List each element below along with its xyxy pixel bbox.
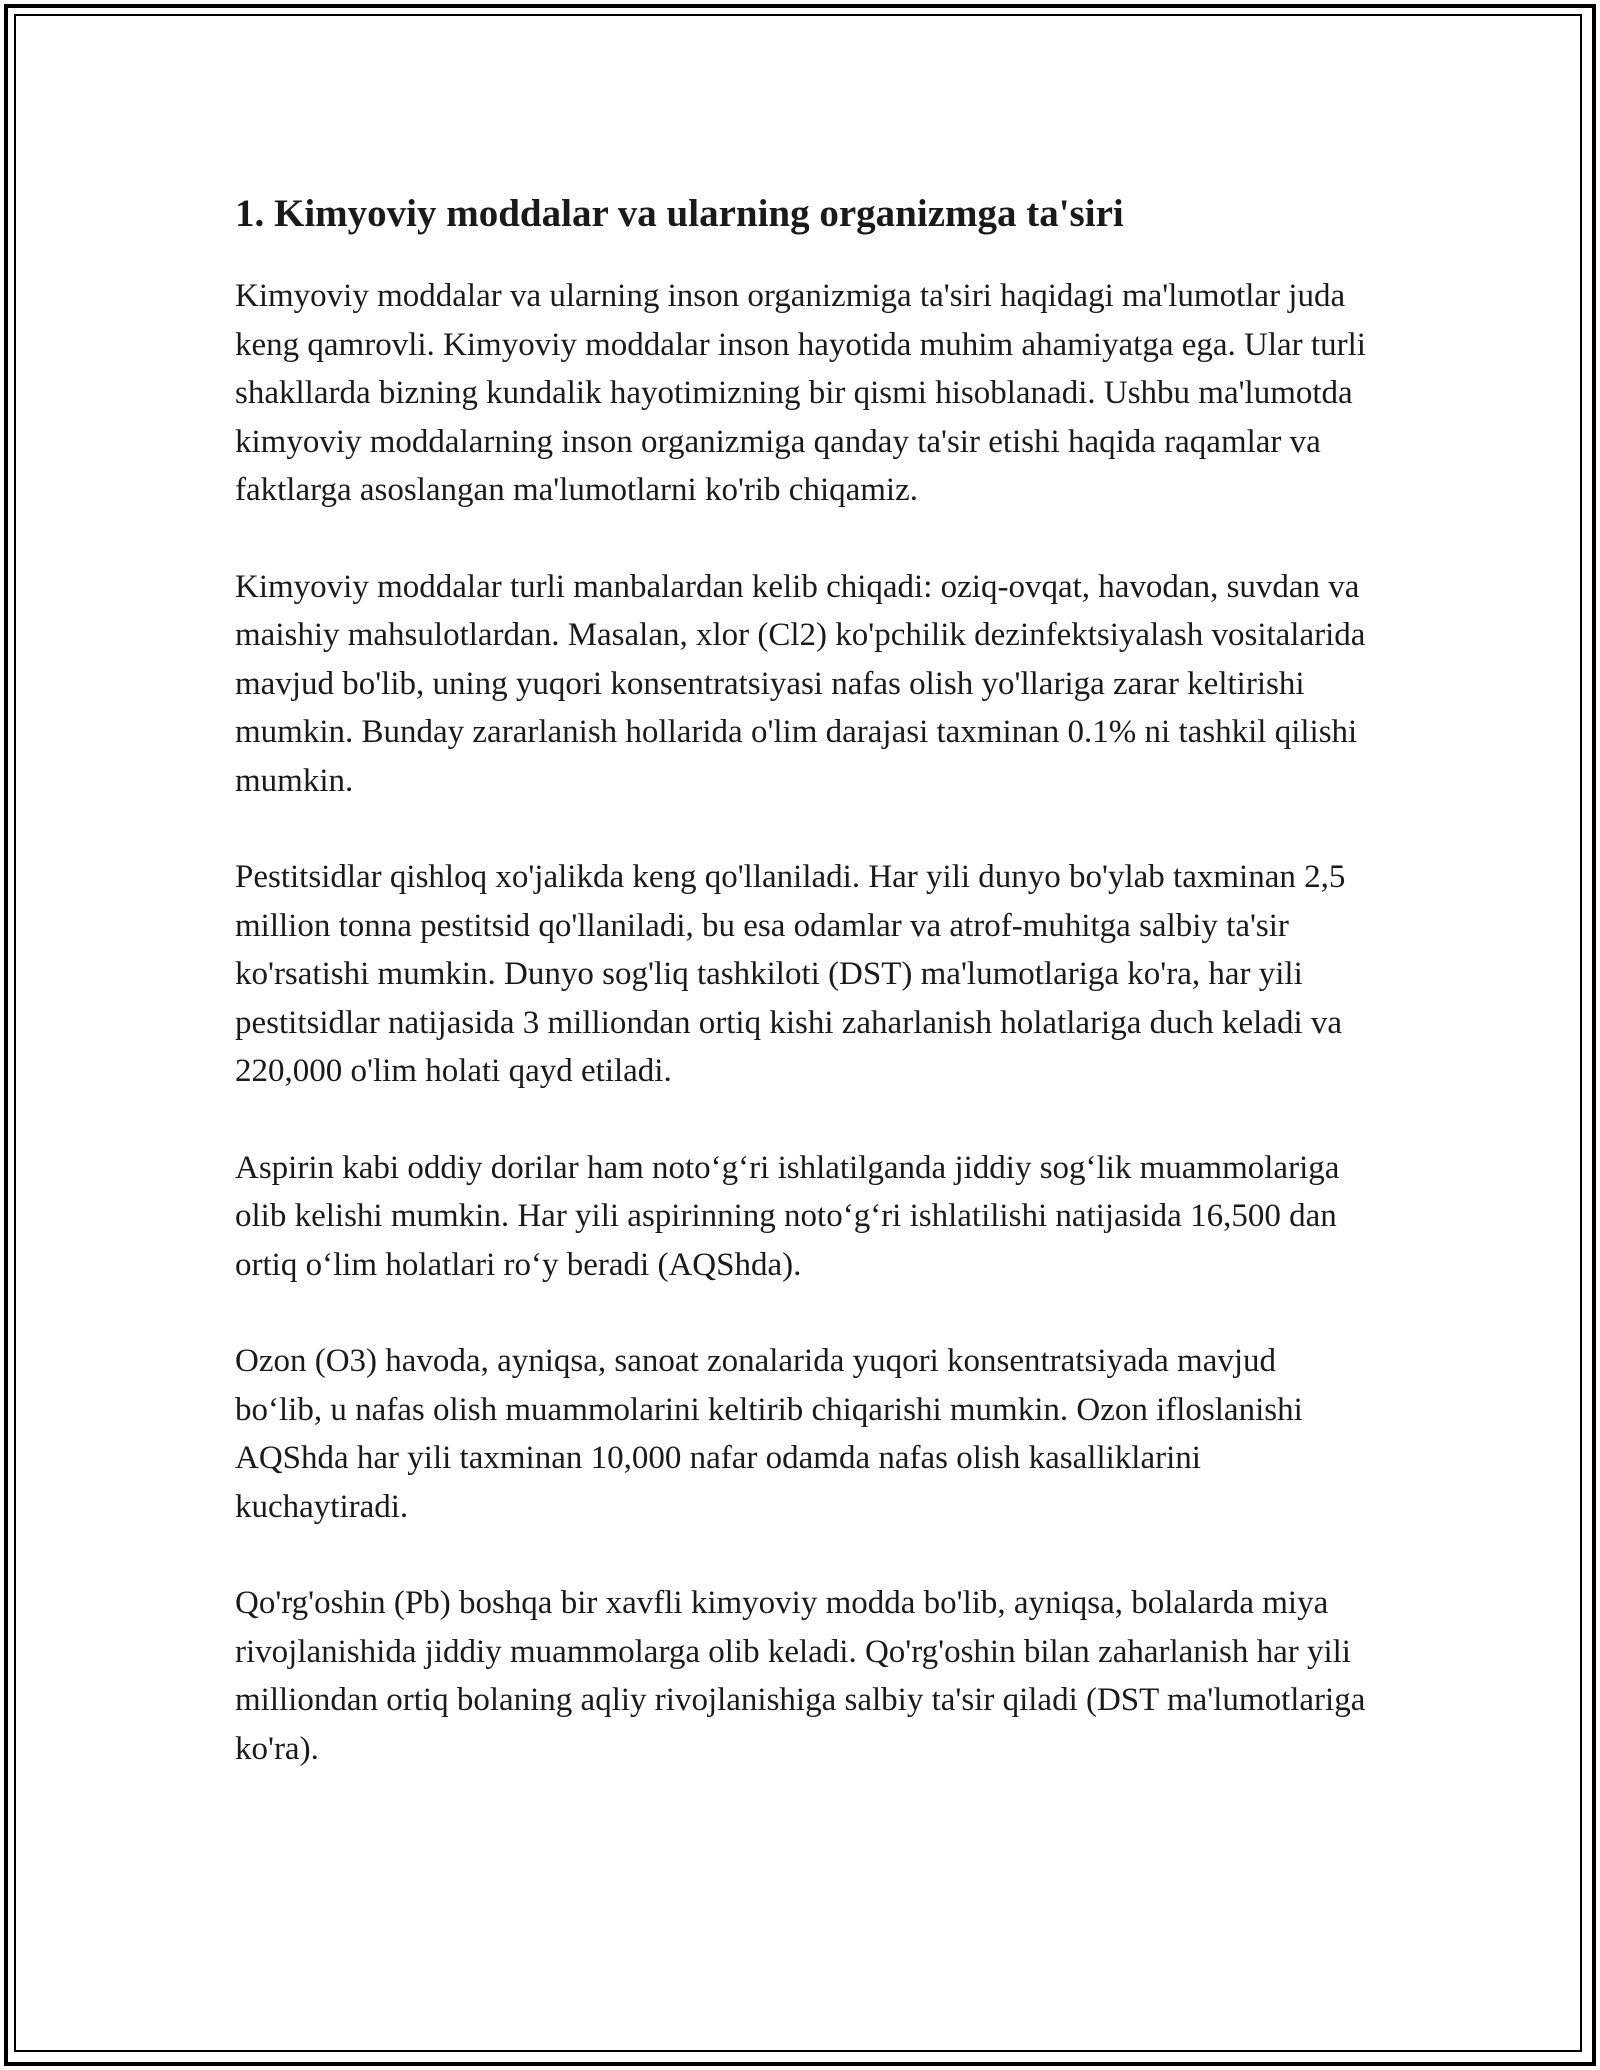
paragraph-lead: Qo'rg'oshin (Pb) boshqa bir xavfli kimyoviy modda bo'lib, ayniqsa, bolalarda miya rivojlanishida jiddiy muammolarga olib keladi. Qo'rg'oshin bilan zaharlanish har yili milliondan ortiq bolaning aqliy rivojlanishiga salbiy ta'sir qiladi (DST ma'lumotlariga ko'ra). [235,1585,1366,1767]
paragraph-ozone: Ozon (O3) havoda, ayniqsa, sanoat zonalarida yuqori konsentratsiyada mavjud bo‘lib, u nafas olish muammolarini keltirib chiqarishi mumkin. Ozon ifloslanishi AQShda har yili taxminan 10,000 nafar odamda nafas olish kasalliklarini kuchaytiradi. [235,1343,1303,1525]
paragraph-intro: Kimyoviy moddalar va ularning inson organizmiga ta'siri haqidagi ma'lumotlar juda keng qamrovli. Kimyoviy moddalar inson hayotida muhim ahamiyatga ega. Ular turli shakllarda bizning kundalik hayotimizning bir qismi hisoblanadi. Ushbu ma'lumotda kimyoviy moddalarning inson organizmiga qanday ta'sir etishi haqida raqamlar va faktlarga asoslangan ma'lumotlarni ko'rib chiqamiz. [235,278,1366,508]
section-title: 1. Kimyoviy moddalar va ularning organizmga ta'siri [235,192,1124,235]
paragraph-chlorine: Kimyoviy moddalar turli manbalardan kelib chiqadi: oziq-ovqat, havodan, suvdan va maishiy mahsulotlardan. Masalan, xlor (Cl2) ko'pchilik dezinfektsiyalash vositalarida mavjud bo'lib, uning yuqori konsentratsiyasi nafas olish yo'llariga zarar keltirishi mumkin. Bunday zararlanish hollarida o'lim darajasi taxminan 0.1% ni tashkil qilishi mumkin. [235,568,1366,799]
paragraph-pesticides: Pestitsidlar qishloq xo'jalikda keng qo'llaniladi. Har yili dunyo bo'ylab taxminan 2,5 million tonna pestitsid qo'llaniladi, bu esa odamlar va atrof-muhitga salbiy ta'sir ko'rsatishi mumkin. Dunyo sog'liq tashkiloti (DST) ma'lumotlariga ko'ra, har yili pestitsidlar natijasida 3 milliondan ortiq kishi zaharlanish holatlariga duch keladi va 220,000 o'lim holati qayd etiladi. [235,859,1346,1089]
paragraph-aspirin: Aspirin kabi oddiy dorilar ham noto‘g‘ri ishlatilganda jiddiy sog‘lik muammolariga olib kelishi mumkin. Har yili aspirinning noto‘g‘ri ishlatilishi natijasida 16,500 dan ortiq o‘lim holatlari ro‘y beradi (AQShda). [235,1149,1340,1283]
document-body [235,186,1370,1821]
